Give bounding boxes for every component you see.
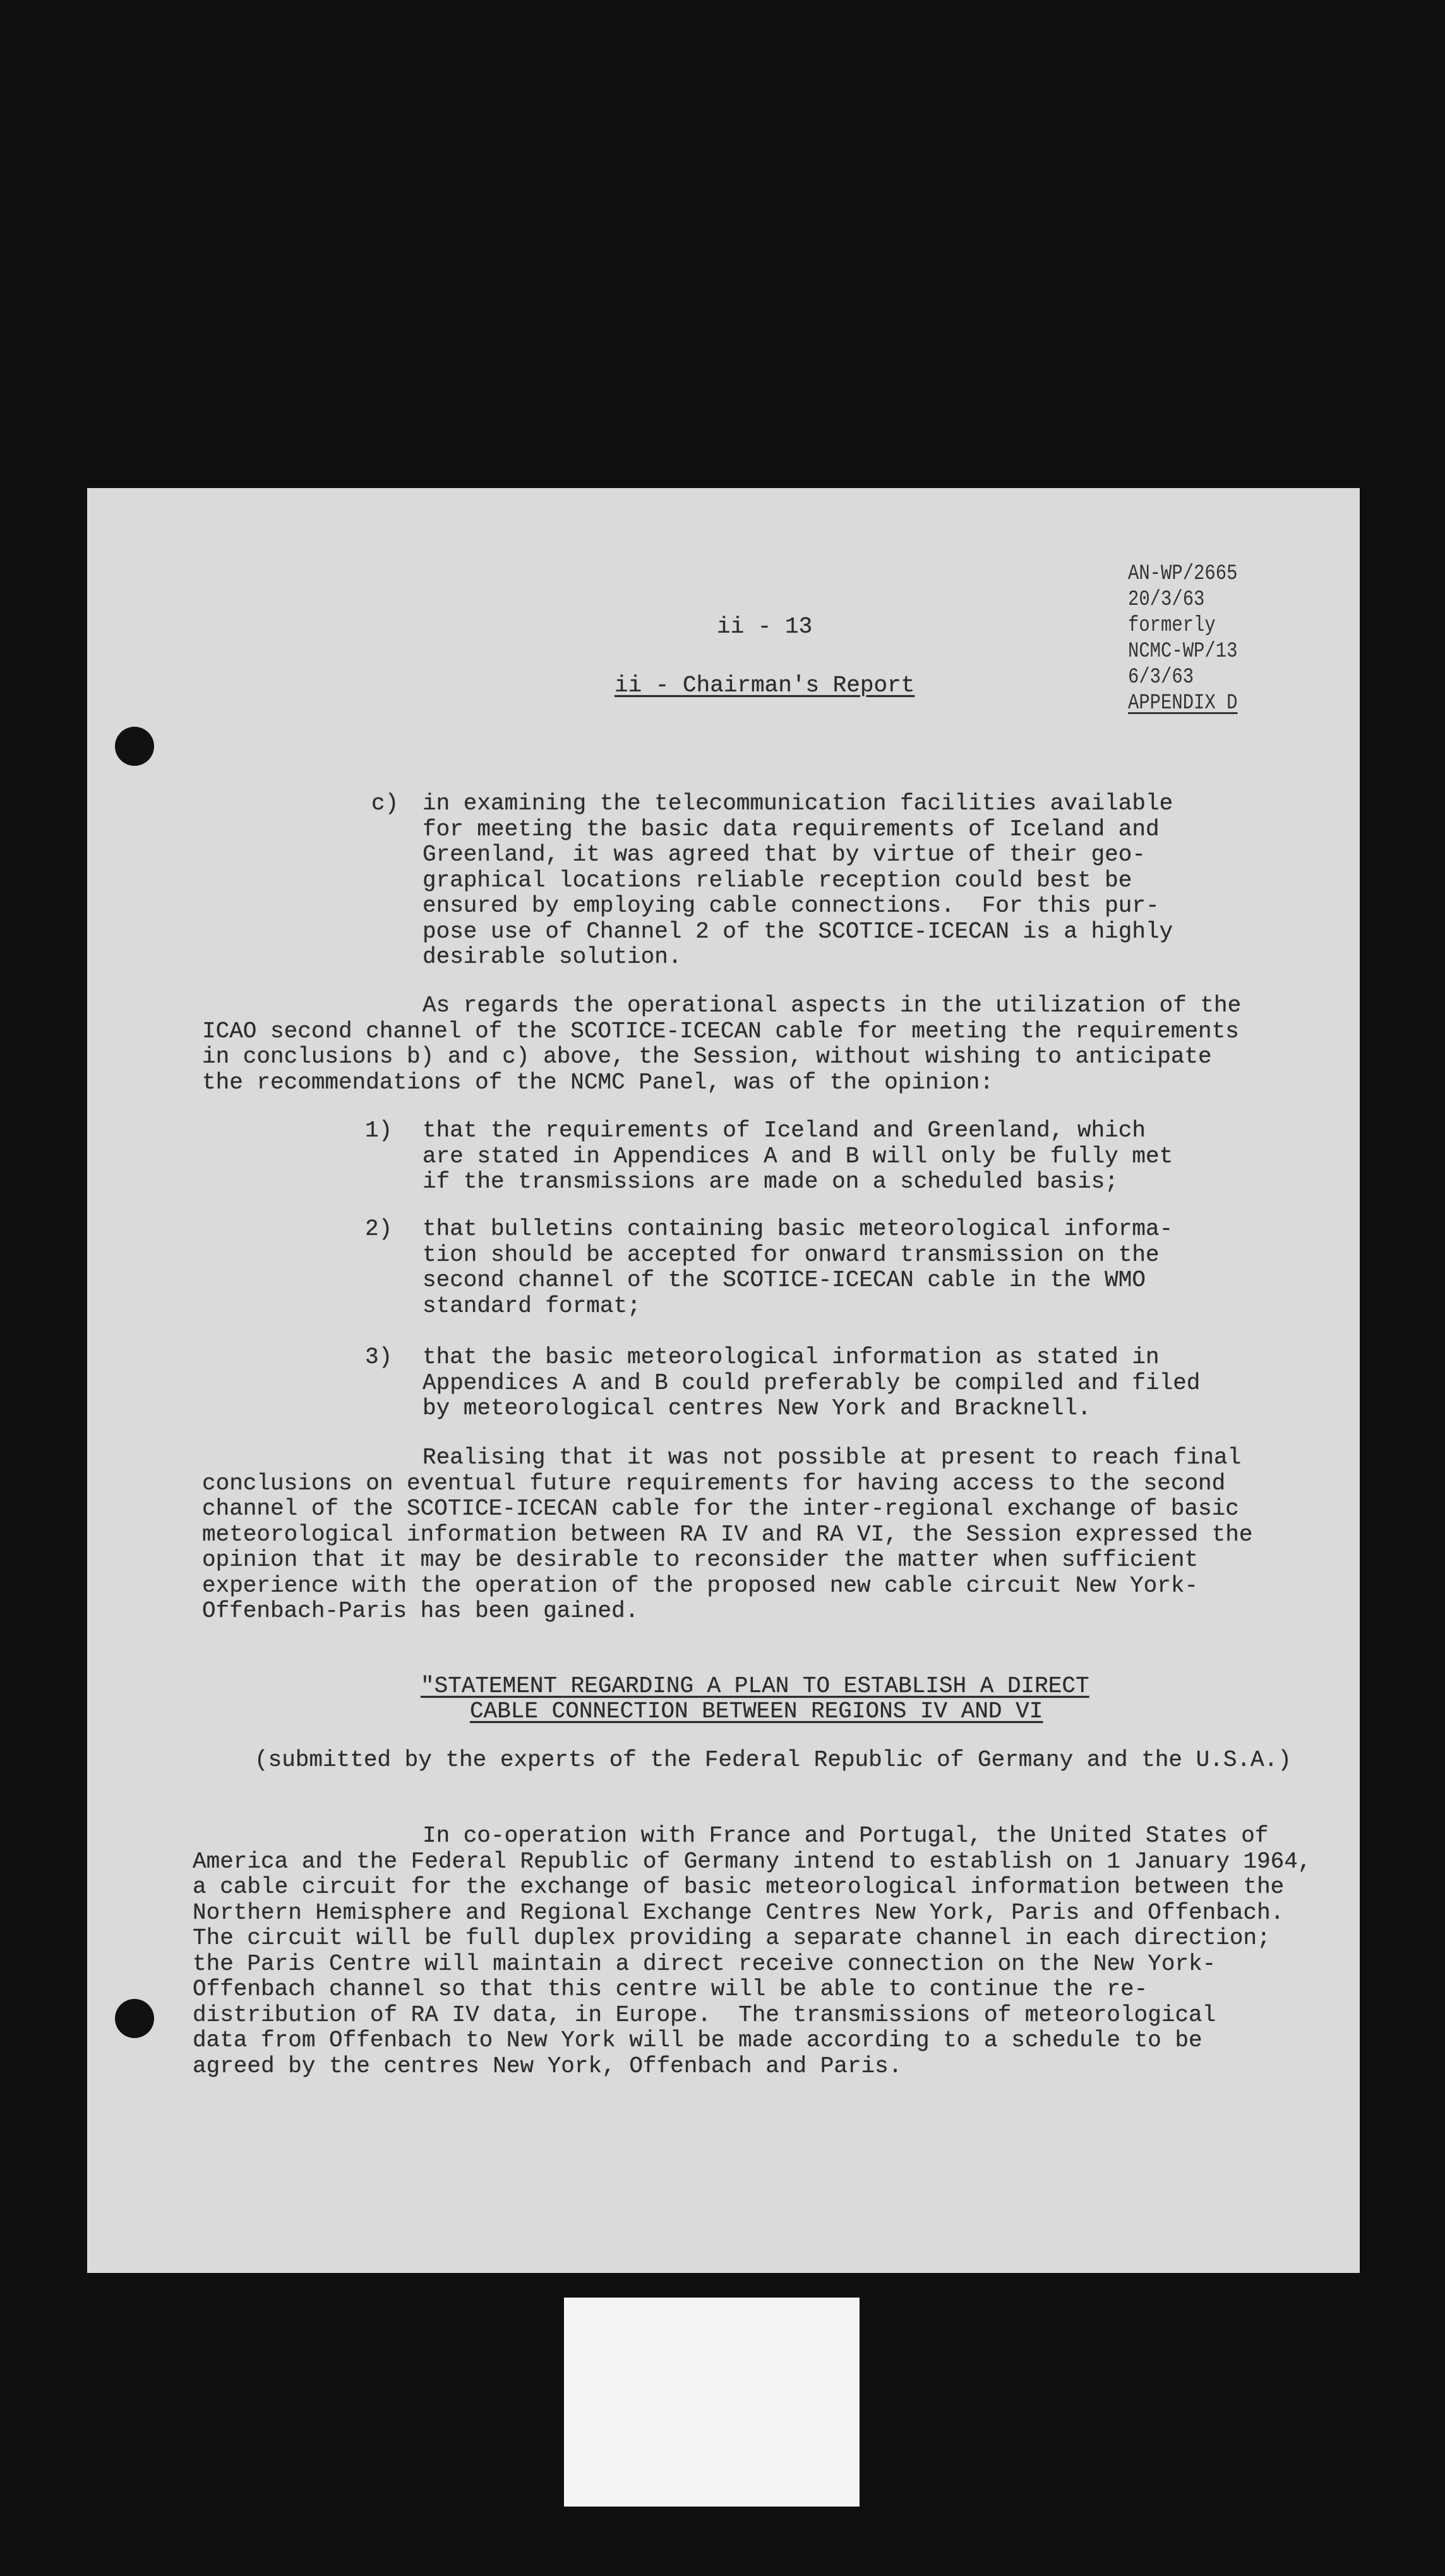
text-line: Northern Hemisphere and Regional Exchange Centres New York, Paris and Offenbach. xyxy=(193,1899,1285,1926)
paragraph-statement xyxy=(193,1823,1312,2079)
text-line: tion should be accepted for onward transmission on the xyxy=(423,1241,1160,1268)
reference-line: 6/3/63 xyxy=(1128,665,1194,689)
text-line: conclusions on eventual future requirements for having access to the second xyxy=(202,1470,1226,1496)
item-label: c) xyxy=(371,790,399,816)
opinion-2-text xyxy=(423,1217,1173,1319)
text-line: that the basic meteorological information as stated in xyxy=(423,1344,1160,1370)
blank-slip xyxy=(564,2298,860,2507)
reference-line: AN-WP/2665 xyxy=(1128,562,1238,586)
page-number: ii - 13 xyxy=(717,614,813,640)
text-line: graphical locations reliable reception could best be xyxy=(423,867,1132,893)
text-line: in examining the telecommunication facilities available xyxy=(423,790,1173,816)
text-line: meteorological information between RA IV and RA VI, the Session expressed the xyxy=(202,1521,1253,1547)
text-line: a cable circuit for the exchange of basic meteorological information between the xyxy=(193,1874,1285,1900)
submitted-by: (submitted by the experts of the Federal Republic of Germany and the U.S.A.) xyxy=(255,1747,1292,1773)
statement-title: "STATEMENT REGARDING A PLAN TO ESTABLISH A DIRECT xyxy=(421,1673,1089,1699)
statement-title: CABLE CONNECTION BETWEEN REGIONS IV AND VI xyxy=(470,1698,1043,1724)
text-line: opinion that it may be desirable to reconsider the matter when sufficient xyxy=(202,1547,1199,1573)
text-line: the recommendations of the NCMC Panel, was of the opinion: xyxy=(202,1069,994,1095)
reference-line: NCMC-WP/13 xyxy=(1128,640,1238,664)
text-line: Offenbach-Paris has been gained. xyxy=(202,1598,639,1624)
text-line: Realising that it was not possible at present to reach final xyxy=(423,1445,1242,1470)
text-line: desirable solution. xyxy=(423,944,682,970)
text-line: Greenland, it was agreed that by virtue of their geo- xyxy=(423,842,1146,868)
text-line: ICAO second channel of the SCOTICE-ICECAN cable for meeting the requirements xyxy=(202,1018,1239,1044)
opinion-3-text xyxy=(423,1345,1200,1422)
reference-line: formerly xyxy=(1128,614,1216,638)
paragraph-regards xyxy=(202,993,1241,1095)
item-c-text xyxy=(423,791,1173,970)
text-line: In co-operation with France and Portugal, the United States of xyxy=(423,1823,1269,1849)
text-line: Appendices A and B could preferably be compiled and filed xyxy=(423,1369,1201,1396)
text-line: agreed by the centres New York, Offenbach and Paris. xyxy=(193,2053,902,2079)
item-label: 3) xyxy=(365,1344,393,1370)
text-line: are stated in Appendices A and B will only be fully met xyxy=(423,1143,1173,1169)
reference-block xyxy=(1128,561,1237,717)
punch-hole xyxy=(115,727,154,766)
text-line: Offenbach channel so that this centre will be able to continue the re- xyxy=(193,1976,1148,2002)
text-line: standard format; xyxy=(423,1292,641,1319)
text-line: channel of the SCOTICE-ICECAN cable for the inter-regional exchange of basic xyxy=(202,1496,1239,1522)
text-line: ensured by employing cable connections. For this pur- xyxy=(423,893,1160,919)
text-line: in conclusions b) and c) above, the Session, without wishing to anticipate xyxy=(202,1044,1212,1070)
text-line: America and the Federal Republic of Germany intend to establish on 1 January 1964, xyxy=(193,1848,1312,1875)
text-line: for meeting the basic data requirements of Iceland and xyxy=(423,816,1160,842)
paragraph-realising xyxy=(202,1445,1252,1625)
item-label: 1) xyxy=(365,1118,393,1143)
text-line: The circuit will be full duplex providing a separate channel in each direction; xyxy=(193,1925,1271,1951)
item-label: 2) xyxy=(365,1216,393,1242)
text-line: As regards the operational aspects in the utilization of the xyxy=(423,993,1242,1018)
text-line: second channel of the SCOTICE-ICECAN cable in the WMO xyxy=(423,1267,1146,1293)
text-line: experience with the operation of the proposed new cable circuit New York- xyxy=(202,1572,1199,1599)
text-line: the Paris Centre will maintain a direct receive connection on the New York- xyxy=(193,1950,1216,1977)
text-line: data from Offenbach to New York will be made according to a schedule to be xyxy=(193,2027,1202,2053)
appendix-label: APPENDIX D xyxy=(1128,691,1238,715)
text-line: distribution of RA IV data, in Europe. The transmissions of meteorological xyxy=(193,2001,1216,2028)
section-title: ii - Chairman's Report xyxy=(615,672,915,698)
opinion-1-text xyxy=(423,1118,1173,1195)
text-line: pose use of Channel 2 of the SCOTICE-ICECAN is a highly xyxy=(423,918,1173,945)
reference-line: 20/3/63 xyxy=(1128,588,1205,612)
punch-hole xyxy=(115,1999,154,2038)
text-line: that bulletins containing basic meteorological informa- xyxy=(423,1216,1173,1242)
text-line: that the requirements of Iceland and Greenland, which xyxy=(423,1118,1146,1143)
text-line: if the transmissions are made on a scheduled basis; xyxy=(423,1169,1118,1195)
text-line: by meteorological centres New York and Bracknell. xyxy=(423,1395,1091,1421)
